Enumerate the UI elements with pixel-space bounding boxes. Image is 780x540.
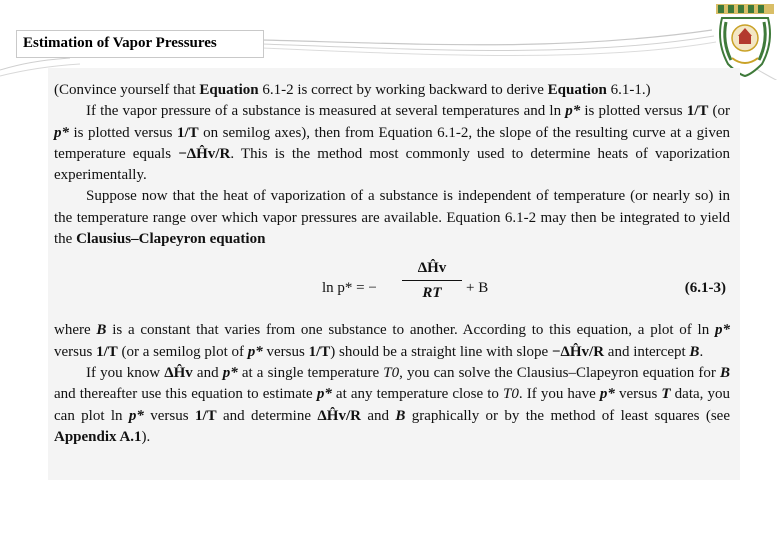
paragraph-1: (Convince yourself that Equation 6.1-2 is correct by working backward to derive Equation 6.1-1.) [54, 82, 651, 98]
fraction-bar [402, 280, 462, 281]
paragraph-2: If the vapor pressure of a substance is measured at several temperatures and ln p* is plotted versus 1/T (or p* is plotted versus 1/T on semilog axes), then from Equation 6.1-2, the slope of the resulting curve at a given temperature equals −ΔĤv/R. This is the method most commonly used to determine heats of vaporization experimentally. [54, 103, 730, 184]
university-crest-icon [712, 2, 778, 78]
equation-lhs: ln p* = − [322, 280, 377, 297]
slide-title-box [16, 30, 264, 58]
clausius-clapeyron-equation [54, 256, 730, 318]
slide-title: Estimation of Vapor Pressures [23, 35, 217, 51]
paragraph-5: If you know ΔĤv and p* at a single temperature T0, you can solve the Clausius–Clapeyron equation for B and thereafter use this equation to estimate p* at any temperature close to T0. If you have p* versus T data, you can plot ln p* versus 1/T and determine ΔĤv/R and B graphically or by the method of least squares (see Appendix A.1). [54, 364, 731, 445]
equation-fraction [402, 258, 462, 303]
equation-rhs: + B [466, 280, 489, 297]
paragraph-4: where B is a constant that varies from one substance to another. According to this equation, a plot of ln p* versus 1/T (or a semilog plot of p* versus 1/T) should be a straight line with slope −ΔĤv/R and intercept B. [54, 322, 730, 360]
equation-number: (6.1-3) [684, 280, 726, 297]
equation-numerator: ΔĤv [417, 260, 447, 277]
textbook-excerpt [54, 80, 730, 448]
equation-denominator: RT [422, 285, 442, 302]
paragraph-3: Suppose now that the heat of vaporization of a substance is independent of temperature (or nearly so) in the temperature range over which vapor pressures are available. Equation 6.1-2 may then be integrated to yield the Clausius–Clapeyron equation [54, 188, 730, 248]
